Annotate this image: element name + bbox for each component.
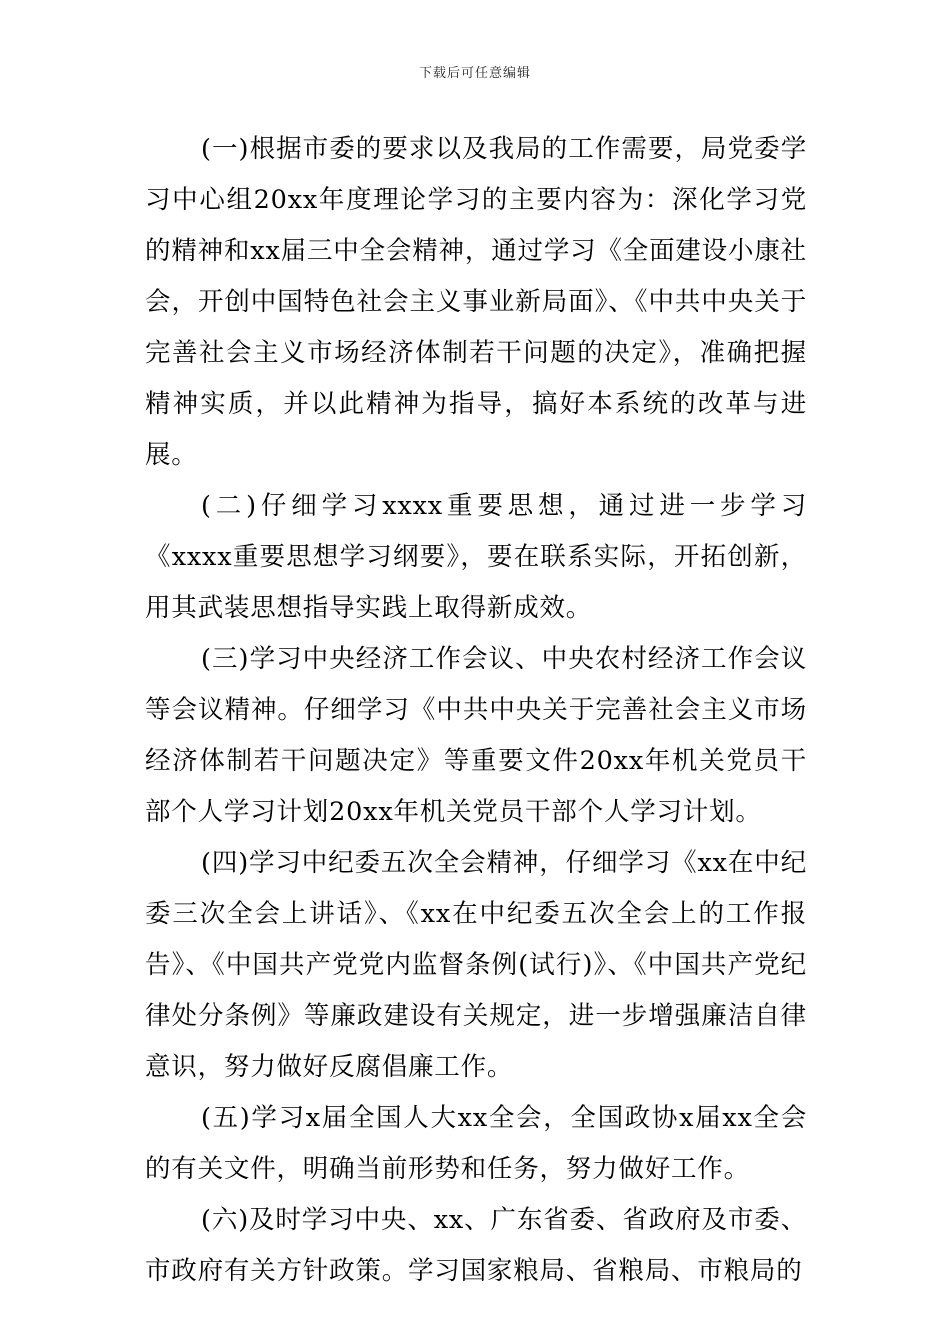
paragraph-1: (一)根据市委的要求以及我局的工作需要，局党委学习中心组20xx年度理论学习的主要内容为：深化学习党的精神和xx届三中全会精神，通过学习《全面建设小康社会，开创中国特色社会主义事业新局面》、《中共中央关于完善社会主义市场经济体制若干问题的决定》，准确把握精神实质，并以此精神为指导，搞好本系统的改革与进展。 — [145, 134, 807, 470]
paragraph-6: (六)及时学习中央、xx、广东省委、省政府及市委、市政府有关方针政策。学习国家粮局、省粮局、市粮局的 — [145, 1205, 807, 1286]
paragraph-5: (五)学习x届全国人大xx全会，全国政协x届xx全会的有关文件，明确当前形势和任务，努力做好工作。 — [145, 1103, 807, 1184]
paragraph-2: (二)仔细学习xxxx重要思想，通过进一步学习《xxxx重要思想学习纲要》，要在联系实际，开拓创新，用其武装思想指导实践上取得新成效。 — [145, 491, 807, 623]
document-body — [145, 124, 807, 1297]
paragraph-3: (三)学习中央经济工作会议、中央农村经济工作会议等会议精神。仔细学习《中共中央关于完善社会主义市场经济体制若干问题决定》等重要文件20xx年机关党员干部个人学习计划20xx年机关党员干部个人学习计划。 — [145, 644, 807, 827]
header-note: 下载后可任意编辑 — [418, 66, 531, 81]
paragraph-4: (四)学习中纪委五次全会精神，仔细学习《xx在中纪委三次全会上讲话》、《xx在中纪委五次全会上的工作报告》、《中国共产党党内监督条例(试行)》、《中国共产党纪律处分条例》等廉政建设有关规定，进一步增强廉洁自律意识，努力做好反腐倡廉工作。 — [145, 848, 807, 1082]
